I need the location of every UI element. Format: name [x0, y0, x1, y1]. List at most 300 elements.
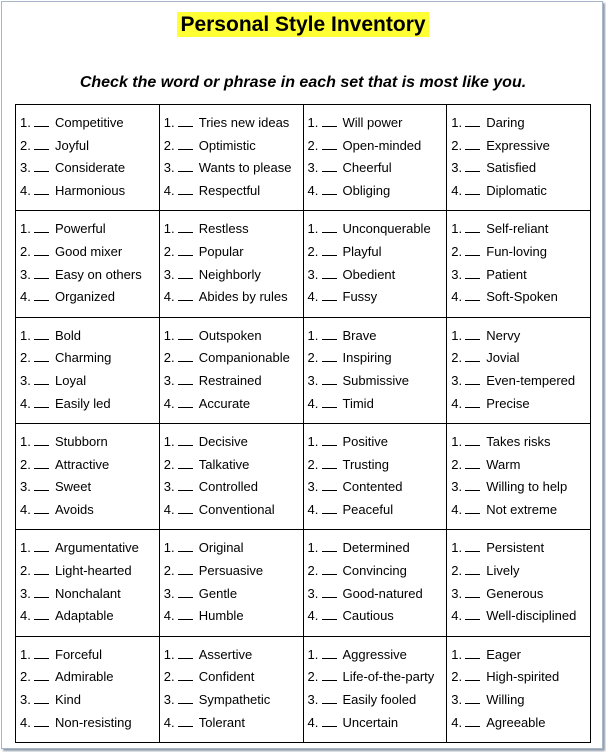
option-label: Patient: [486, 266, 527, 282]
check-blank[interactable]: [178, 184, 193, 195]
check-blank[interactable]: [178, 564, 193, 575]
option-number: 4.: [20, 395, 31, 411]
option-number: 1.: [451, 433, 463, 449]
word-option[interactable]: [308, 499, 447, 522]
word-option[interactable]: [20, 286, 159, 309]
option-number: 3.: [163, 479, 175, 495]
option-number: 2.: [307, 244, 319, 260]
word-option[interactable]: [308, 476, 447, 499]
option-label: Life-of-the-party: [342, 669, 435, 685]
word-option[interactable]: [20, 218, 159, 241]
check-blank[interactable]: [465, 541, 480, 552]
option-number: 3.: [163, 585, 175, 601]
word-option[interactable]: [451, 666, 590, 689]
check-blank[interactable]: [322, 541, 337, 552]
word-option[interactable]: [20, 325, 159, 348]
check-blank[interactable]: [34, 541, 49, 552]
word-option[interactable]: [308, 370, 447, 393]
option-label: Open-minded: [342, 137, 422, 153]
word-option[interactable]: [451, 393, 590, 416]
option-label: Well-disciplined: [486, 608, 577, 624]
word-option[interactable]: [20, 370, 159, 393]
word-option[interactable]: [308, 689, 447, 712]
option-label: Tries new ideas: [198, 115, 290, 130]
option-label: Wants to please: [198, 160, 292, 176]
word-option[interactable]: [20, 560, 159, 583]
option-number: 1.: [20, 646, 31, 662]
check-blank[interactable]: [322, 648, 337, 659]
option-number: 1.: [307, 433, 319, 449]
word-option[interactable]: [20, 537, 159, 560]
check-blank[interactable]: [34, 503, 49, 514]
check-blank[interactable]: [178, 648, 193, 659]
option-label: Good mixer: [55, 244, 123, 260]
option-label: Admirable: [55, 669, 114, 685]
word-option[interactable]: [164, 476, 303, 499]
word-option[interactable]: [308, 241, 447, 264]
check-blank[interactable]: [178, 116, 193, 127]
check-blank[interactable]: [34, 268, 49, 279]
word-option[interactable]: [451, 218, 590, 241]
option-number: 3.: [20, 373, 31, 389]
check-blank[interactable]: [322, 503, 337, 514]
check-blank[interactable]: [34, 670, 49, 681]
word-option[interactable]: [164, 218, 303, 241]
option-label: Gentle: [198, 585, 238, 601]
word-option[interactable]: [451, 431, 590, 454]
check-blank[interactable]: [322, 184, 337, 195]
word-option[interactable]: [451, 157, 590, 180]
option-label: Stubborn: [55, 433, 108, 449]
word-option[interactable]: [164, 112, 303, 135]
check-blank[interactable]: [34, 139, 49, 150]
word-option[interactable]: [451, 583, 590, 606]
check-blank[interactable]: [465, 609, 480, 620]
option-label: Outspoken: [198, 327, 262, 343]
check-blank[interactable]: [322, 329, 337, 340]
option-label: Willing: [486, 692, 525, 708]
check-blank[interactable]: [465, 268, 480, 279]
check-blank[interactable]: [178, 670, 193, 681]
option-number: 4.: [451, 502, 463, 518]
word-option[interactable]: [308, 347, 447, 370]
check-blank[interactable]: [465, 564, 480, 575]
check-blank[interactable]: [178, 609, 193, 620]
option-number: 3.: [163, 692, 175, 708]
word-set: [159, 317, 303, 423]
word-option[interactable]: [20, 347, 159, 370]
check-blank[interactable]: [322, 564, 337, 575]
word-option[interactable]: [20, 135, 159, 158]
check-blank[interactable]: [178, 161, 193, 172]
check-blank[interactable]: [34, 222, 49, 233]
check-blank[interactable]: [465, 480, 480, 491]
option-label: Popular: [198, 244, 244, 260]
word-option[interactable]: [164, 135, 303, 158]
option-number: 3.: [451, 479, 463, 495]
option-label: Will power: [342, 115, 403, 130]
word-option[interactable]: [308, 431, 447, 454]
word-set: [447, 211, 591, 317]
word-option[interactable]: [164, 370, 303, 393]
word-set: [16, 636, 160, 742]
check-blank[interactable]: [322, 693, 337, 704]
option-number: 2.: [307, 563, 319, 579]
option-label: Abides by rules: [198, 289, 288, 305]
word-option[interactable]: [164, 605, 303, 628]
check-blank[interactable]: [34, 435, 49, 446]
check-blank[interactable]: [34, 564, 49, 575]
check-blank[interactable]: [34, 374, 49, 385]
check-blank[interactable]: [34, 290, 49, 301]
check-blank[interactable]: [322, 222, 337, 233]
option-number: 3.: [20, 692, 31, 708]
option-label: Satisfied: [486, 160, 537, 176]
check-blank[interactable]: [178, 139, 193, 150]
check-blank[interactable]: [178, 374, 193, 385]
option-number: 1.: [451, 115, 463, 130]
word-option[interactable]: [164, 644, 303, 667]
check-blank[interactable]: [465, 503, 480, 514]
word-option[interactable]: [308, 644, 447, 667]
check-blank[interactable]: [465, 329, 480, 340]
word-option[interactable]: [164, 157, 303, 180]
option-label: Diplomatic: [486, 183, 547, 199]
word-option[interactable]: [20, 644, 159, 667]
check-blank[interactable]: [322, 587, 337, 598]
check-blank[interactable]: [322, 397, 337, 408]
word-option[interactable]: [164, 712, 303, 735]
word-option[interactable]: [164, 393, 303, 416]
word-option[interactable]: [451, 264, 590, 287]
check-blank[interactable]: [178, 458, 193, 469]
option-label: Contented: [342, 479, 403, 495]
check-blank[interactable]: [34, 716, 49, 727]
check-blank[interactable]: [34, 116, 49, 127]
option-number: 4.: [20, 608, 31, 624]
option-label: Even-tempered: [486, 373, 576, 389]
option-number: 4.: [20, 183, 31, 199]
word-option[interactable]: [20, 605, 159, 628]
word-option[interactable]: [308, 112, 447, 135]
check-blank[interactable]: [322, 458, 337, 469]
word-option[interactable]: [451, 370, 590, 393]
check-blank[interactable]: [465, 397, 480, 408]
option-label: Argumentative: [55, 540, 139, 556]
option-number: 2.: [163, 563, 175, 579]
option-number: 1.: [451, 221, 463, 237]
check-blank[interactable]: [465, 290, 480, 301]
option-number: 1.: [451, 327, 463, 343]
check-blank[interactable]: [322, 480, 337, 491]
option-number: 2.: [451, 137, 463, 153]
title-container: [2, 12, 604, 37]
option-number: 2.: [307, 137, 319, 153]
word-option[interactable]: [20, 583, 159, 606]
option-number: 3.: [20, 585, 31, 601]
word-set: [303, 105, 447, 211]
check-blank[interactable]: [465, 116, 480, 127]
check-blank[interactable]: [465, 587, 480, 598]
option-number: 3.: [307, 692, 319, 708]
check-blank[interactable]: [178, 716, 193, 727]
word-option[interactable]: [451, 454, 590, 477]
check-blank[interactable]: [322, 290, 337, 301]
option-label: Easy on others: [55, 266, 142, 282]
check-blank[interactable]: [34, 397, 49, 408]
option-label: Conventional: [198, 502, 275, 518]
word-option[interactable]: [308, 712, 447, 735]
option-number: 1.: [307, 115, 319, 130]
word-option[interactable]: [164, 347, 303, 370]
option-label: Considerate: [55, 160, 126, 176]
word-option[interactable]: [451, 560, 590, 583]
option-label: Powerful: [55, 221, 106, 237]
option-number: 3.: [20, 266, 31, 282]
option-label: Nervy: [486, 327, 521, 343]
option-label: Bold: [55, 327, 82, 343]
word-option[interactable]: [451, 499, 590, 522]
word-set: [303, 636, 447, 742]
option-number: 4.: [451, 395, 463, 411]
option-number: 4.: [451, 289, 463, 305]
check-blank[interactable]: [465, 693, 480, 704]
word-option[interactable]: [451, 476, 590, 499]
option-label: Daring: [486, 115, 525, 130]
word-option[interactable]: [451, 347, 590, 370]
option-label: Cautious: [342, 608, 394, 624]
check-blank[interactable]: [465, 161, 480, 172]
option-number: 3.: [163, 266, 175, 282]
word-option[interactable]: [164, 264, 303, 287]
inventory-row: [16, 211, 591, 317]
option-number: 1.: [307, 540, 319, 556]
check-blank[interactable]: [178, 245, 193, 256]
word-option[interactable]: [308, 393, 447, 416]
check-blank[interactable]: [178, 268, 193, 279]
word-option[interactable]: [308, 135, 447, 158]
option-label: Tolerant: [198, 714, 245, 730]
word-set: [16, 423, 160, 529]
check-blank[interactable]: [178, 541, 193, 552]
word-option[interactable]: [308, 666, 447, 689]
word-option[interactable]: [20, 393, 159, 416]
word-option[interactable]: [308, 157, 447, 180]
check-blank[interactable]: [465, 435, 480, 446]
option-number: 4.: [163, 714, 175, 730]
word-option[interactable]: [451, 537, 590, 560]
option-number: 4.: [451, 183, 463, 199]
option-label: High-spirited: [486, 669, 560, 685]
word-option[interactable]: [20, 476, 159, 499]
option-label: Aggressive: [342, 646, 407, 662]
option-label: Eager: [486, 646, 521, 662]
option-number: 2.: [451, 244, 463, 260]
check-blank[interactable]: [322, 268, 337, 279]
word-option[interactable]: [308, 325, 447, 348]
check-blank[interactable]: [178, 351, 193, 362]
word-option[interactable]: [308, 605, 447, 628]
word-option[interactable]: [451, 112, 590, 135]
check-blank[interactable]: [34, 609, 49, 620]
check-blank[interactable]: [322, 716, 337, 727]
check-blank[interactable]: [465, 458, 480, 469]
option-label: Restrained: [198, 373, 262, 389]
check-blank[interactable]: [178, 693, 193, 704]
word-option[interactable]: [164, 241, 303, 264]
option-label: Confident: [198, 669, 255, 685]
option-number: 3.: [451, 160, 463, 176]
option-number: 4.: [20, 289, 31, 305]
word-option[interactable]: [20, 712, 159, 735]
word-option[interactable]: [451, 241, 590, 264]
option-label: Loyal: [55, 373, 87, 389]
check-blank[interactable]: [465, 374, 480, 385]
check-blank[interactable]: [322, 351, 337, 362]
word-set: [303, 423, 447, 529]
inventory-table: [15, 104, 591, 743]
check-blank[interactable]: [34, 329, 49, 340]
check-blank[interactable]: [322, 161, 337, 172]
word-option[interactable]: [164, 666, 303, 689]
check-blank[interactable]: [322, 609, 337, 620]
option-number: 4.: [163, 183, 175, 199]
word-option[interactable]: [451, 712, 590, 735]
check-blank[interactable]: [465, 139, 480, 150]
check-blank[interactable]: [322, 116, 337, 127]
check-blank[interactable]: [465, 716, 480, 727]
check-blank[interactable]: [34, 693, 49, 704]
check-blank[interactable]: [34, 245, 49, 256]
word-option[interactable]: [451, 689, 590, 712]
option-number: 1.: [451, 646, 463, 662]
word-option[interactable]: [164, 689, 303, 712]
option-label: Brave: [342, 327, 377, 343]
word-option[interactable]: [20, 180, 159, 203]
word-option[interactable]: [451, 286, 590, 309]
check-blank[interactable]: [178, 290, 193, 301]
word-option[interactable]: [20, 666, 159, 689]
check-blank[interactable]: [178, 480, 193, 491]
word-option[interactable]: [20, 112, 159, 135]
word-option[interactable]: [164, 537, 303, 560]
word-option[interactable]: [164, 454, 303, 477]
word-set: [447, 317, 591, 423]
check-blank[interactable]: [178, 503, 193, 514]
word-option[interactable]: [164, 499, 303, 522]
word-option[interactable]: [164, 325, 303, 348]
word-option[interactable]: [451, 180, 590, 203]
word-option[interactable]: [20, 264, 159, 287]
option-label: Kind: [55, 692, 82, 708]
word-option[interactable]: [20, 454, 159, 477]
check-blank[interactable]: [322, 435, 337, 446]
option-label: Fussy: [342, 289, 378, 305]
option-label: Soft-Spoken: [486, 289, 558, 305]
option-label: Cheerful: [342, 160, 392, 176]
word-option[interactable]: [308, 286, 447, 309]
option-label: Easily fooled: [342, 692, 417, 708]
word-option[interactable]: [308, 264, 447, 287]
word-option[interactable]: [20, 157, 159, 180]
word-option[interactable]: [164, 560, 303, 583]
option-label: Expressive: [486, 137, 550, 153]
word-option[interactable]: [308, 180, 447, 203]
option-label: Precise: [486, 395, 530, 411]
word-option[interactable]: [451, 135, 590, 158]
option-number: 1.: [307, 221, 319, 237]
word-option[interactable]: [308, 454, 447, 477]
word-option[interactable]: [308, 560, 447, 583]
option-label: Submissive: [342, 373, 409, 389]
option-label: Willing to help: [486, 479, 568, 495]
check-blank[interactable]: [34, 458, 49, 469]
option-number: 2.: [20, 563, 31, 579]
check-blank[interactable]: [465, 184, 480, 195]
option-label: Persuasive: [198, 563, 264, 579]
check-blank[interactable]: [178, 329, 193, 340]
check-blank[interactable]: [34, 351, 49, 362]
word-option[interactable]: [20, 241, 159, 264]
option-number: 4.: [163, 289, 175, 305]
check-blank[interactable]: [465, 670, 480, 681]
check-blank[interactable]: [34, 480, 49, 491]
option-label: Fun-loving: [486, 244, 547, 260]
word-option[interactable]: [308, 218, 447, 241]
check-blank[interactable]: [465, 222, 480, 233]
check-blank[interactable]: [178, 397, 193, 408]
word-option[interactable]: [451, 605, 590, 628]
check-blank[interactable]: [322, 670, 337, 681]
option-number: 2.: [451, 456, 463, 472]
check-blank[interactable]: [34, 587, 49, 598]
check-blank[interactable]: [34, 648, 49, 659]
check-blank[interactable]: [178, 435, 193, 446]
word-option[interactable]: [164, 286, 303, 309]
word-option[interactable]: [20, 499, 159, 522]
check-blank[interactable]: [322, 139, 337, 150]
word-option[interactable]: [164, 583, 303, 606]
check-blank[interactable]: [322, 245, 337, 256]
option-label: Avoids: [55, 502, 94, 518]
check-blank[interactable]: [178, 222, 193, 233]
check-blank[interactable]: [34, 161, 49, 172]
option-label: Decisive: [198, 433, 248, 449]
check-blank[interactable]: [465, 245, 480, 256]
option-number: 1.: [163, 221, 175, 237]
option-label: Jovial: [486, 350, 520, 366]
word-option[interactable]: [20, 431, 159, 454]
option-label: Peaceful: [342, 502, 394, 518]
option-label: Takes risks: [486, 433, 551, 449]
word-option[interactable]: [164, 180, 303, 203]
check-blank[interactable]: [178, 587, 193, 598]
word-option[interactable]: [164, 431, 303, 454]
check-blank[interactable]: [34, 184, 49, 195]
option-label: Adaptable: [55, 608, 114, 624]
check-blank[interactable]: [465, 648, 480, 659]
word-option[interactable]: [308, 583, 447, 606]
word-option[interactable]: [308, 537, 447, 560]
word-option[interactable]: [451, 325, 590, 348]
inventory-row: [16, 105, 591, 211]
option-number: 4.: [307, 714, 319, 730]
check-blank[interactable]: [465, 351, 480, 362]
word-option[interactable]: [451, 644, 590, 667]
option-number: 4.: [307, 183, 319, 199]
check-blank[interactable]: [322, 374, 337, 385]
word-option[interactable]: [20, 689, 159, 712]
